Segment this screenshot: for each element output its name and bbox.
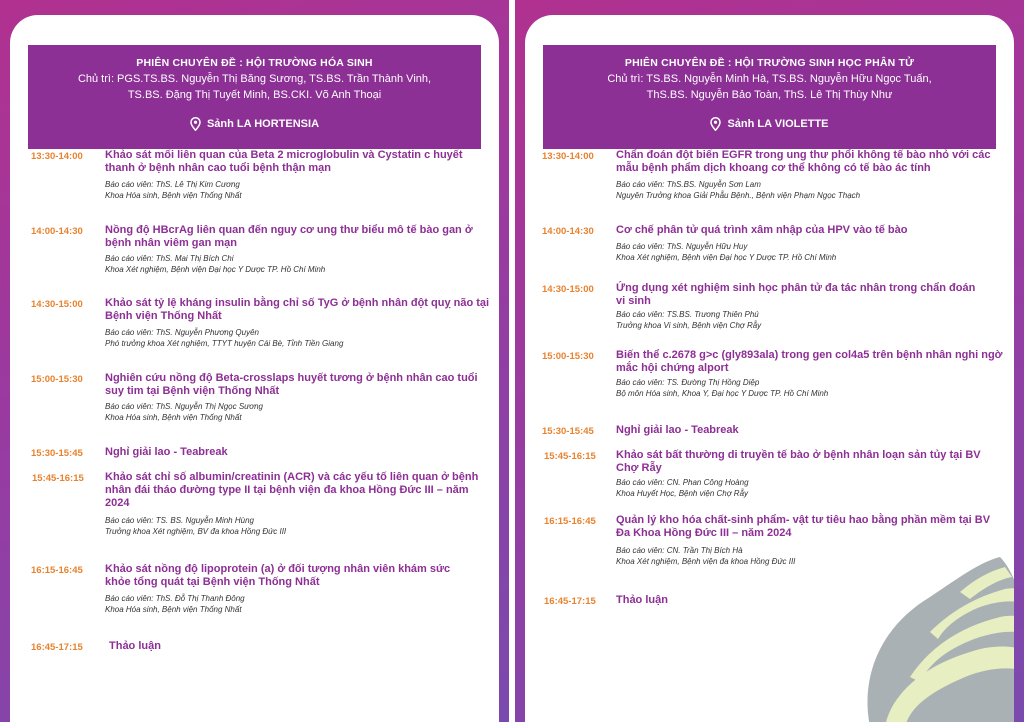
time-slot: 14:30-15:00 [31, 299, 83, 310]
time-slot: 16:15-16:45 [31, 565, 83, 576]
time-slot: 15:30-15:45 [31, 448, 83, 459]
chair-line-1: Chủ trì: PGS.TS.BS. Nguyễn Thị Băng Sương, TS.BS. Trần Thành Vinh, [77, 73, 432, 85]
speaker: Báo cáo viên: ThS. Nguyễn Hữu Huy [616, 242, 748, 251]
session-title: PHIÊN CHUYÊN ĐỀ : HỘI TRƯỜNG HÓA SINH [136, 57, 373, 69]
speaker: Báo cáo viên: ThS. Đỗ Thị Thanh Đông [105, 594, 245, 603]
location-pin-icon [710, 117, 721, 131]
talk-title: Khảo sát bất thường di truyền tế bào ở bệnh nhân loạn sản tủy tại BV Chợ Rẫy [616, 449, 981, 474]
right-page [515, 0, 1024, 722]
talk-title: Ứng dụng xét nghiệm sinh học phân tử đa tác nhân trong chẩn đoán vi sinh [616, 282, 976, 307]
speaker: Báo cáo viên: ThS. Nguyễn Thị Ngọc Sương [105, 402, 263, 411]
speaker: Báo cáo viên: CN. Phan Công Hoàng [616, 478, 749, 487]
venue [543, 117, 996, 131]
chair-line-2: TS.BS. Đặng Thị Tuyết Minh, BS.CKI. Võ Anh Thoại [127, 89, 382, 101]
talk-title: Nồng độ HBcrAg liên quan đến nguy cơ ung thư biểu mô tế bào gan ở bệnh nhân viêm gan mạn [105, 224, 473, 249]
decorative-swirl-icon [850, 557, 1014, 722]
speaker: Báo cáo viên: ThS. Mai Thị Bích Chi [105, 254, 234, 263]
affiliation: Trưởng khoa Xét nghiệm, BV đa khoa Hồng Đức III [105, 527, 287, 536]
talk-title: Cơ chế phân tử quá trình xâm nhập của HPV vào tế bào [616, 224, 908, 236]
break-title: Nghỉ giải lao - Teabreak [105, 446, 228, 458]
break-title: Nghỉ giải lao - Teabreak [616, 424, 739, 436]
chair-line-1: Chủ trì: TS.BS. Nguyễn Minh Hà, TS.BS. Nguyễn Hữu Ngọc Tuấn, [607, 73, 932, 85]
affiliation: Khoa Huyết Học, Bệnh viện Chợ Rẫy [616, 489, 749, 498]
talk-title: Quản lý kho hóa chất-sinh phẩm- vật tư tiêu hao bằng phần mềm tại BV Đa Khoa Hồng Đức III – năm 2024 [616, 514, 991, 539]
talk-title: Biến thể c.2678 g>c (gly893ala) trong gen col4a5 trên bệnh nhân nghi ngờ mắc hội chứng alport [616, 349, 1003, 374]
time-slot: 14:00-14:30 [542, 226, 594, 237]
time-slot: 15:00-15:30 [542, 351, 594, 362]
affiliation: Trưởng khoa Vi sinh, Bệnh viện Chợ Rẫy [616, 321, 762, 330]
time-slot: 14:00-14:30 [31, 226, 83, 237]
speaker: Báo cáo viên: TS.BS. Trương Thiên Phú [616, 310, 759, 319]
talk-title: Khảo sát tỷ lệ kháng insulin bằng chỉ số TyG ở bệnh nhân đột quỵ não tại Bệnh viện Thống Nhất [105, 297, 490, 322]
location-pin-icon [190, 117, 201, 131]
discussion-title: Thảo luận [616, 594, 668, 606]
time-slot: 14:30-15:00 [542, 284, 594, 295]
time-slot: 16:15-16:45 [544, 516, 596, 527]
affiliation: Phó trưởng khoa Xét nghiệm, TTYT huyện Cái Bè, Tỉnh Tiền Giang [105, 339, 344, 348]
time-slot: 13:30-14:00 [31, 151, 83, 162]
time-slot: 16:45-17:15 [544, 596, 596, 607]
affiliation: Bộ môn Hóa sinh, Khoa Y, Đại học Y Dược TP. Hồ Chí Minh [616, 389, 829, 398]
chair-line-2: ThS.BS. Nguyễn Bảo Toàn, ThS. Lê Thị Thùy Như [646, 89, 893, 101]
venue-label: Sảnh LA HORTENSIA [206, 118, 320, 130]
session-title: PHIÊN CHUYÊN ĐỀ : HỘI TRƯỜNG SINH HỌC PHÂN TỬ [624, 57, 915, 69]
affiliation: Nguyên Trưởng khoa Giải Phẫu Bệnh., Bệnh viện Phạm Ngọc Thạch [616, 191, 861, 200]
time-slot: 16:45-17:15 [31, 642, 83, 653]
talk-title: Khảo sát chỉ số albumin/creatinin (ACR) và các yếu tố liên quan ở bệnh nhân đái tháo đường type II tại bệnh viện đa khoa Hồng Đức III – năm 2024 [105, 471, 479, 509]
speaker: Báo cáo viên: ThS. Nguyễn Phương Quyên [105, 328, 259, 337]
affiliation: Khoa Hóa sinh, Bệnh viện Thống Nhất [105, 413, 242, 422]
left-header [28, 45, 481, 149]
talk-title: Khảo sát nồng độ lipoprotein (a) ở đối tượng nhân viên khám sức khỏe tổng quát tại Bệnh viện Thống Nhất [105, 563, 451, 588]
left-page [0, 0, 509, 722]
time-slot: 15:45-16:15 [32, 473, 84, 484]
right-header [543, 45, 996, 149]
right-card [525, 15, 1014, 722]
speaker: Báo cáo viên: ThS.BS. Nguyễn Sơn Lam [616, 180, 761, 189]
time-slot: 15:30-15:45 [542, 426, 594, 437]
speaker: Báo cáo viên: ThS. Lê Thị Kim Cương [105, 180, 240, 189]
speaker: Báo cáo viên: CN. Trần Thị Bích Hà [616, 546, 743, 555]
discussion-title: Thảo luận [109, 640, 161, 652]
affiliation: Khoa Hóa sinh, Bệnh viện Thống Nhất [105, 605, 242, 614]
talk-title: Nghiên cứu nồng độ Beta-crosslaps huyết tương ở bệnh nhân cao tuổi suy tim tại Bệnh viện Thống Nhất [105, 372, 478, 397]
time-slot: 13:30-14:00 [542, 151, 594, 162]
talk-title: Khảo sát mối liên quan của Beta 2 microglobulin và Cystatin c huyết thanh ở bệnh nhân cao tuổi bệnh thận mạn [105, 149, 463, 174]
time-slot: 15:45-16:15 [544, 451, 596, 462]
affiliation: Khoa Xét nghiệm, Bệnh viện Đại học Y Dược TP. Hồ Chí Minh [616, 253, 837, 262]
affiliation: Khoa Hóa sinh, Bệnh viện Thống Nhất [105, 191, 242, 200]
affiliation: Khoa Xét nghiệm, Bệnh viện đa khoa Hồng Đức III [616, 557, 796, 566]
speaker: Báo cáo viên: TS. Đường Thị Hồng Diệp [616, 378, 760, 387]
affiliation: Khoa Xét nghiệm, Bệnh viện Đại học Y Dược TP. Hồ Chí Minh [105, 265, 326, 274]
talk-title: Chẩn đoán đột biến EGFR trong ung thư phổi không tế bào nhỏ với các mẫu bệnh phẩm dịch khoang cơ thể không có tế bào ác tính [616, 149, 991, 174]
venue [28, 117, 481, 131]
left-card [10, 15, 499, 722]
time-slot: 15:00-15:30 [31, 374, 83, 385]
speaker: Báo cáo viên: TS. BS. Nguyễn Minh Hùng [105, 516, 254, 525]
venue-label: Sảnh LA VIOLETTE [727, 118, 829, 130]
